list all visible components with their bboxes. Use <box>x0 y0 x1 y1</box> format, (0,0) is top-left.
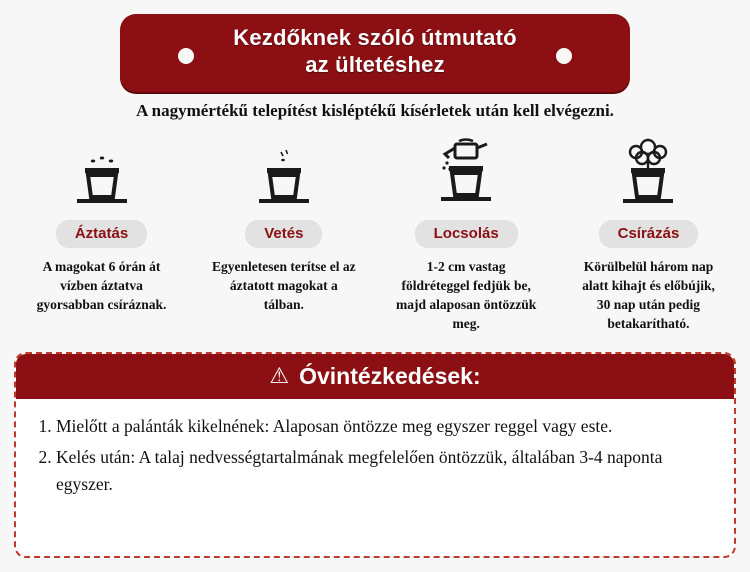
sprouting-plant-pot-icon <box>561 140 736 208</box>
precautions-title: Óvintézkedések: <box>299 362 481 389</box>
subtitle: A nagymértékű telepítést kisléptékű kísérletek után kell elvégezni. <box>136 101 614 120</box>
seed-pot-icon <box>14 140 189 208</box>
step-description: Egyenletesen terítse el az áztatott magokat a tálban. <box>212 259 356 312</box>
watering-can-pot-icon <box>379 140 554 208</box>
step-label: Locsolás <box>415 220 518 248</box>
warning-triangle-icon: ⚠ <box>269 363 290 388</box>
step-description: 1-2 cm vastag földréteggel fedjük be, majd alaposan öntözzük meg. <box>396 259 537 331</box>
header-banner <box>120 14 630 92</box>
steps-row <box>14 140 736 333</box>
sowing-pot-icon <box>196 140 371 208</box>
step-label: Áztatás <box>56 220 147 248</box>
precautions-list <box>56 413 712 498</box>
step-card <box>196 140 371 333</box>
step-description: A magokat 6 órán át vízben áztatva gyorsabban csíráznak. <box>36 259 167 312</box>
precautions-box <box>14 352 736 558</box>
page-title-line-1: Kezdőknek szóló útmutató <box>233 25 517 50</box>
list-item: 1. Mielőtt a palánták kikelnének: Alaposan öntözze meg egyszer reggel vagy este. <box>56 413 712 440</box>
step-label: Vetés <box>245 220 322 248</box>
step-card <box>379 140 554 333</box>
page-title <box>120 24 630 78</box>
step-label: Csírázás <box>599 220 699 248</box>
list-item: 2. Kelés után: A talaj nedvességtartalmának megfelelően öntözzük, általában 3-4 naponta egyszer. <box>56 444 712 498</box>
step-description: Körülbelül három nap alatt kihajt és előbújik, 30 nap után pedig betakarítható. <box>582 259 715 331</box>
step-card <box>561 140 736 333</box>
step-card <box>14 140 189 333</box>
page-title-line-2: az ültetéshez <box>305 52 445 77</box>
precautions-header <box>15 353 735 399</box>
